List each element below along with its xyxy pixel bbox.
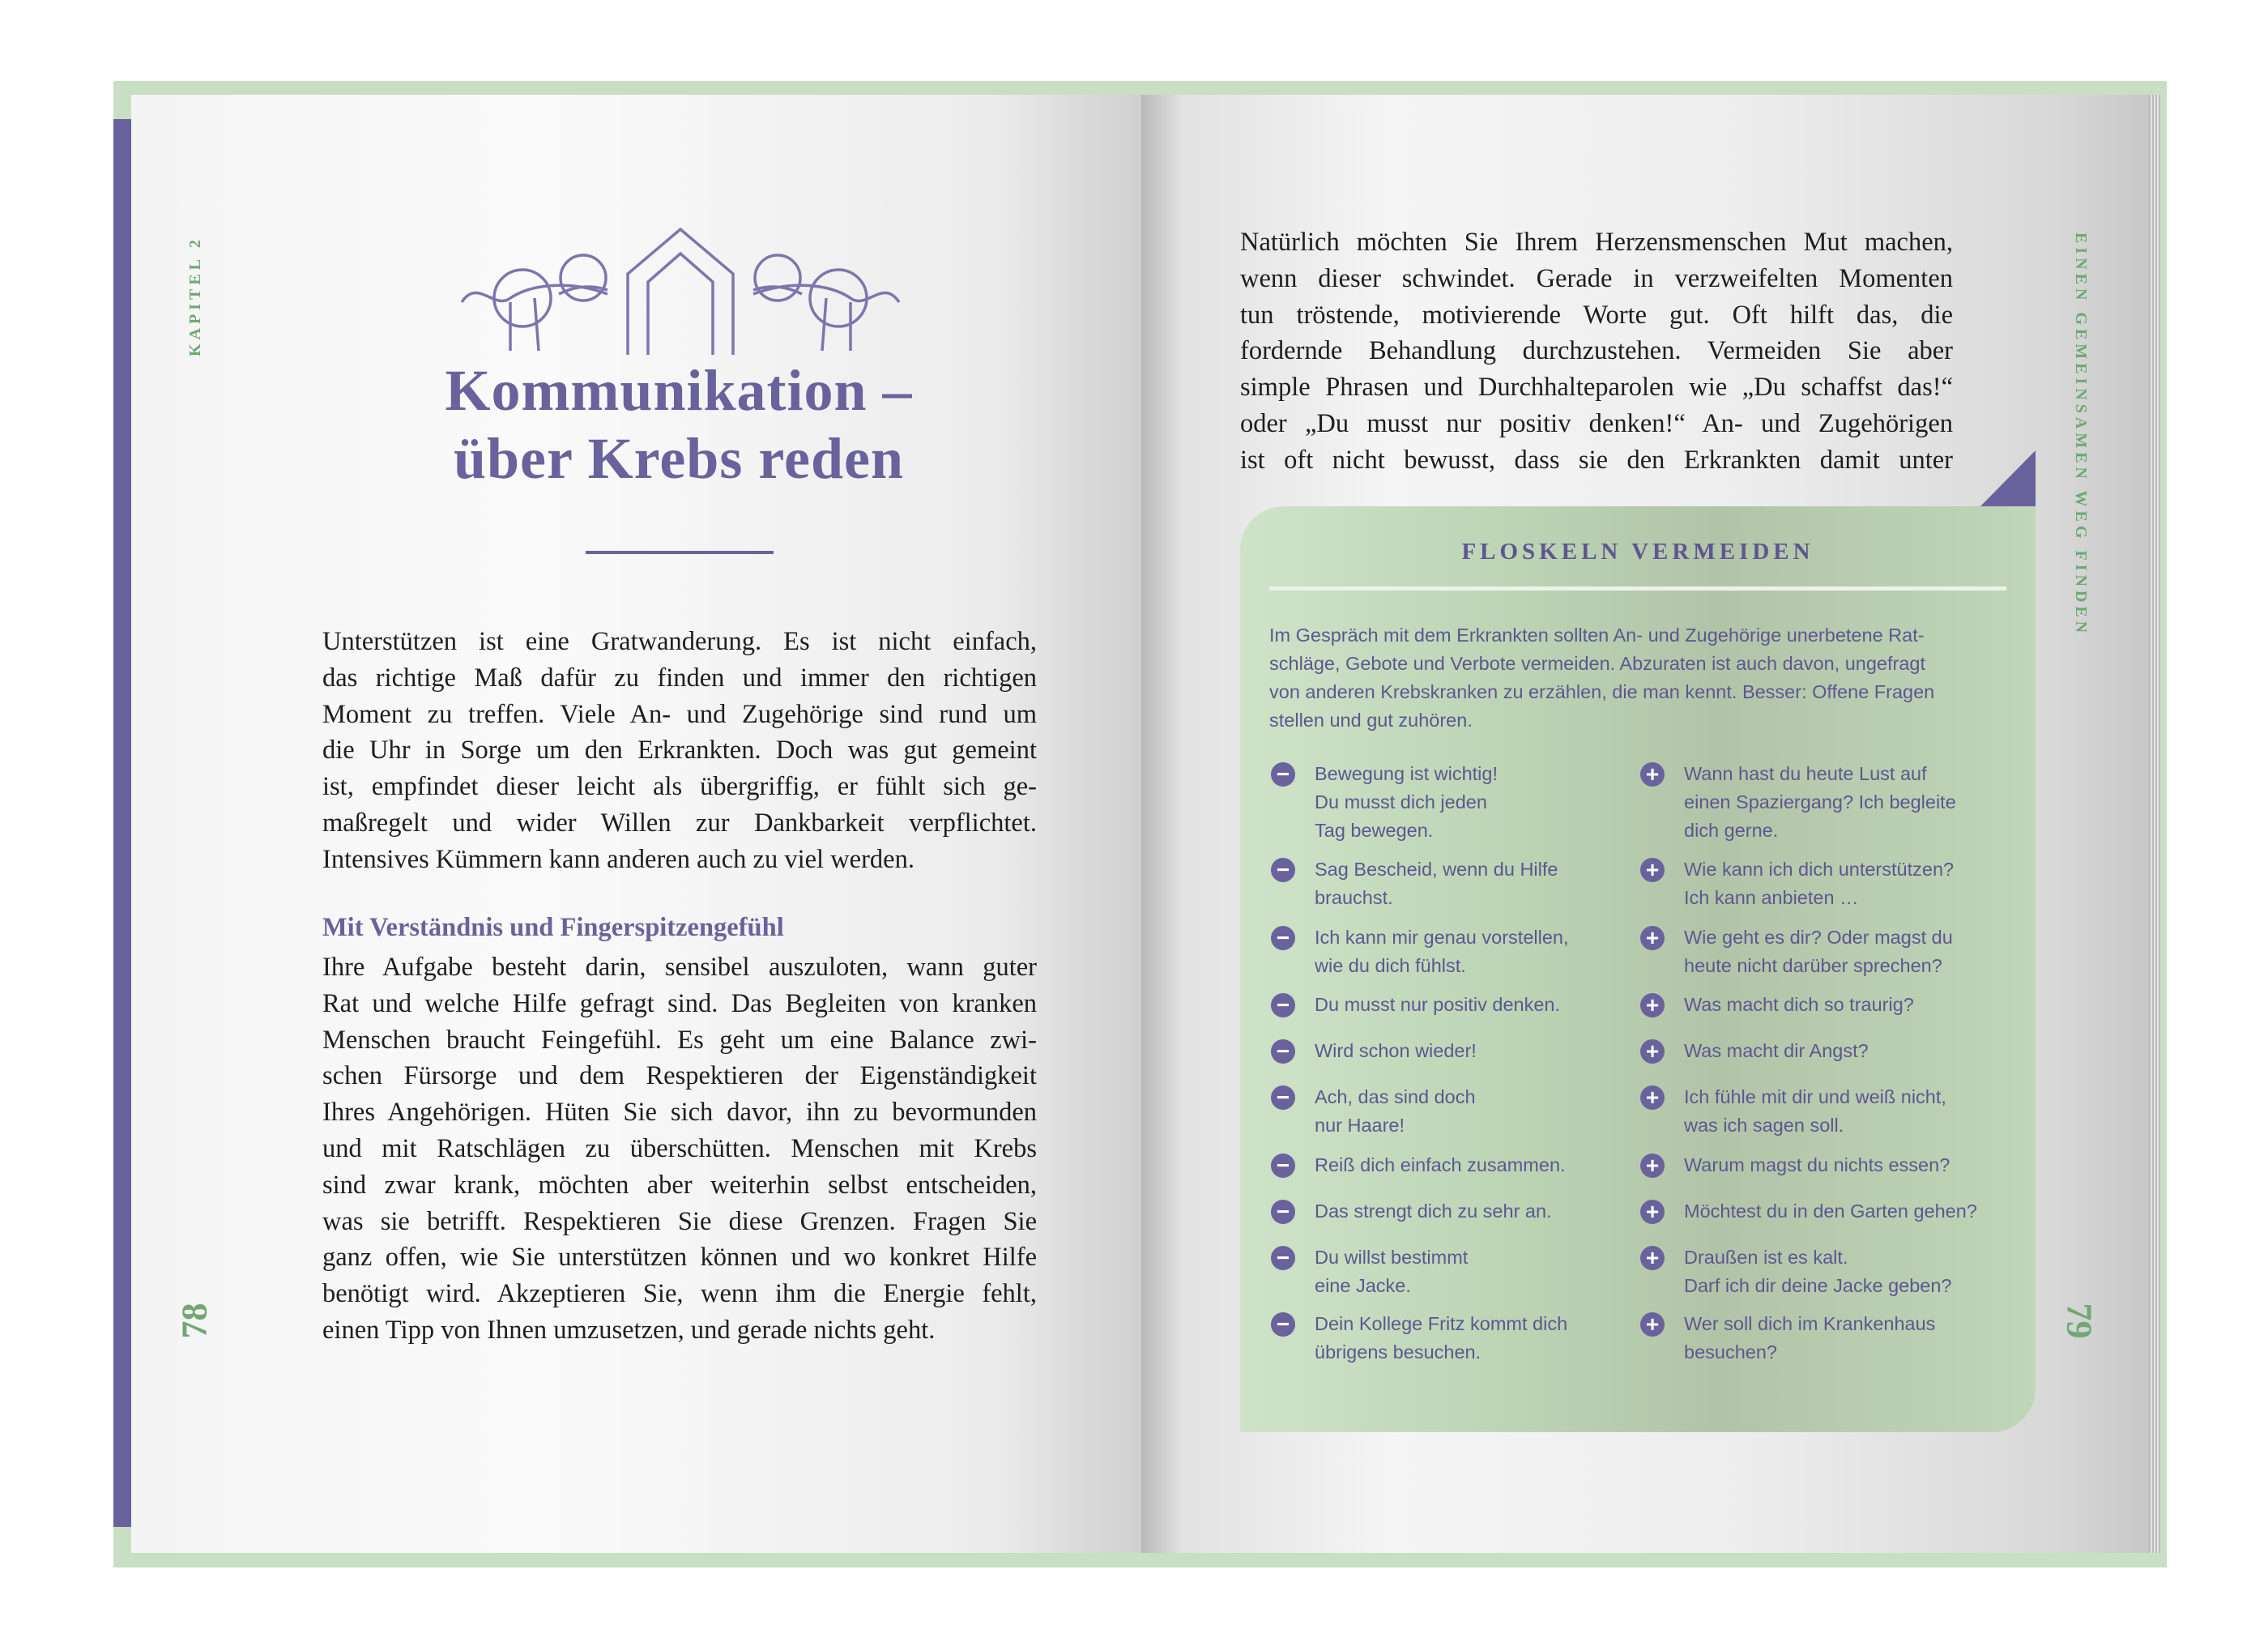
text-line: maßregelt und wider Willen zur Dankbarkeit verpflichtet. — [322, 808, 1037, 838]
phrase-line: Sag Bescheid, wenn du Hilfe — [1315, 859, 1558, 880]
prefer-phrase-item — [1640, 1151, 2013, 1197]
avoid-phrase-item — [1271, 923, 1643, 991]
text-line: oder „Du musst nur positiv denken!“ An- und Zugehörigen — [1240, 408, 1953, 438]
phrase-line: Wann hast du heute Lust auf — [1684, 763, 1927, 784]
avoid-phrases-column — [1271, 760, 1643, 1378]
text-line: was sie betrifft. Respektieren Sie diese Grenzen. Fragen Sie — [322, 1206, 1037, 1236]
page-number-left: 78 — [174, 1303, 215, 1339]
phrase-line: heute nicht darüber sprechen? — [1684, 955, 1942, 976]
text-line: ist, empfindet dieser leicht als übergriffig, er fühlt sich ge- — [322, 772, 1037, 802]
phrase-line: Ach, das sind doch — [1315, 1086, 1476, 1107]
avoid-phrase-item — [1271, 991, 1643, 1037]
text-line: und mit Ratschlägen zu überschütten. Menschen mit Krebs — [322, 1133, 1037, 1163]
plus-circle-icon: + — [1640, 762, 1665, 787]
phrase-line: Warum magst du nichts essen? — [1684, 1154, 1950, 1175]
phrase-line: Wie kann ich dich unterstützen? — [1684, 859, 1955, 880]
minus-circle-icon: − — [1271, 1246, 1295, 1270]
phrase-line: Ich kann mir genau vorstellen, — [1315, 927, 1569, 948]
plus-circle-icon: + — [1640, 1085, 1665, 1110]
text-line: schläge, Gebote und Verbote vermeiden. Abzuraten ist auch davon, ungefragt — [1269, 653, 1925, 674]
phrase-line: Wer soll dich im Krankenhaus — [1684, 1313, 1936, 1334]
text-line: wenn dieser schwindet. Gerade in verzweifelten Momenten — [1240, 263, 1953, 293]
phrase-line: Was macht dir Angst? — [1684, 1040, 1869, 1061]
phrase-line: Dein Kollege Fritz kommt dich — [1315, 1313, 1568, 1334]
prefer-phrase-item — [1640, 1243, 2013, 1310]
tip-box-intro — [1269, 621, 2006, 735]
intro-paragraph — [322, 624, 1037, 878]
text-line: stellen und gut zuhören. — [1269, 710, 1473, 731]
phrase-line: Ich kann anbieten … — [1684, 887, 1859, 908]
text-line: das richtige Maß dafür zu finden und immer den richtigen — [322, 663, 1037, 693]
text-line: von anderen Krebskranken zu erzählen, die man kennt. Besser: Offene Fragen — [1269, 681, 1935, 702]
text-line: simple Phrasen und Durchhalteparolen wie „Du schaffst das!“ — [1240, 373, 1953, 403]
box-corner-tab — [1980, 450, 2036, 506]
text-line: Ihre Aufgabe besteht darin, sensibel auszuloten, wann guter — [322, 953, 1037, 982]
avoid-phrase-item — [1271, 1197, 1643, 1243]
text-line: Menschen braucht Feingefühl. Es geht um eine Balance zwi- — [322, 1025, 1037, 1055]
prefer-phrase-item — [1640, 991, 2013, 1037]
page-number-right: 79 — [2059, 1303, 2100, 1339]
prefer-phrase-item — [1640, 1083, 2013, 1151]
phrase-line: Ich fühle mit dir und weiß nicht, — [1684, 1086, 1946, 1107]
right-paragraph — [1240, 224, 1953, 479]
page-edge — [2149, 95, 2160, 1553]
minus-circle-icon: − — [1271, 993, 1295, 1017]
avoid-phrase-item — [1271, 1083, 1643, 1151]
plus-circle-icon: + — [1640, 1039, 1665, 1064]
minus-circle-icon: − — [1271, 762, 1295, 787]
tip-box-divider — [1269, 586, 2006, 591]
text-line: Ihres Angehörigen. Hüten Sie sich davor, ihn zu bevormunden — [322, 1098, 1037, 1128]
phrase-line: Bewegung ist wichtig! — [1315, 763, 1498, 784]
running-head-right: EINEN GEMEINSAMEN WEG FINDEN — [2072, 232, 2090, 638]
phrase-line: dich gerne. — [1684, 820, 1779, 841]
minus-circle-icon: − — [1271, 926, 1295, 950]
phrase-line: eine Jacke. — [1315, 1275, 1411, 1296]
prefer-phrase-item — [1640, 760, 2013, 855]
tip-box-title: FLOSKELN VERMEIDEN — [1461, 539, 1814, 565]
prefer-phrase-item — [1640, 1037, 2013, 1083]
phrase-line: Reiß dich einfach zusammen. — [1315, 1154, 1566, 1175]
title-divider — [586, 551, 774, 554]
avoid-phrase-item — [1271, 1243, 1643, 1310]
phrase-line: was ich sagen soll. — [1684, 1115, 1844, 1136]
text-line: sind zwar krank, möchten aber weiterhin selbst entscheiden, — [322, 1170, 1037, 1200]
phrase-line: Du musst nur positiv denken. — [1315, 994, 1561, 1015]
phrase-line: Du musst dich jeden — [1315, 791, 1487, 812]
text-line: Natürlich möchten Sie Ihrem Herzensmenschen Mut machen, — [1240, 228, 1953, 257]
section-subheading: Mit Verständnis und Fingerspitzengefühl — [322, 913, 784, 942]
phrase-line: brauchst. — [1315, 887, 1393, 908]
phrase-line: Draußen ist es kalt. — [1684, 1247, 1848, 1268]
text-line: Moment zu treffen. Viele An- und Zugehörige sind rund um — [322, 699, 1037, 729]
prefer-phrase-item — [1640, 1197, 2013, 1243]
prefer-phrase-item — [1640, 855, 2013, 923]
avoid-phrase-item — [1271, 1151, 1643, 1197]
avoid-phrase-item — [1271, 1310, 1643, 1378]
minus-circle-icon: − — [1271, 1085, 1295, 1110]
phrase-line: Du willst bestimmt — [1315, 1247, 1469, 1268]
phrase-line: Wie geht es dir? Oder magst du — [1684, 927, 1953, 948]
minus-circle-icon: − — [1271, 858, 1295, 882]
text-line: Im Gespräch mit dem Erkrankten sollten An- und Zugehörige unerbetene Rat- — [1269, 625, 1925, 646]
phrase-line: Möchtest du in den Garten gehen? — [1684, 1201, 1977, 1222]
phrase-line: nur Haare! — [1315, 1115, 1405, 1136]
chapter-title — [322, 356, 1035, 493]
text-line: ganz offen, wie Sie unterstützen können und wo konkret Hilfe — [322, 1243, 1037, 1273]
prefer-phrase-item — [1640, 1310, 2013, 1378]
tip-box — [1240, 506, 2036, 1432]
phrase-line: Wird schon wieder! — [1315, 1040, 1477, 1061]
phrase-line: Das strengt dich zu sehr an. — [1315, 1201, 1552, 1222]
phrase-line: wie du dich fühlst. — [1315, 955, 1466, 976]
avoid-phrase-item — [1271, 855, 1643, 923]
book-spine — [113, 119, 131, 1527]
text-line: einen Tipp von Ihnen umzusetzen, und gerade nichts geht. — [322, 1315, 936, 1345]
plus-circle-icon: + — [1640, 1312, 1665, 1337]
plus-circle-icon: + — [1640, 1246, 1665, 1270]
section-paragraph — [322, 949, 1037, 1349]
preferred-phrases-column — [1640, 760, 2013, 1378]
text-line: die Uhr in Sorge um den Erkrankten. Doch was gut gemeint — [322, 736, 1037, 766]
text-line: Intensives Kümmern kann anderen auch zu viel werden. — [322, 844, 914, 874]
prefer-phrase-item — [1640, 923, 2013, 991]
text-line: fordernde Behandlung durchzustehen. Vermeiden Sie aber — [1240, 336, 1953, 366]
minus-circle-icon: − — [1271, 1312, 1295, 1337]
text-line: Unterstützen ist eine Gratwanderung. Es ist nicht einfach, — [322, 627, 1037, 656]
phrase-line: Tag bewegen. — [1315, 820, 1434, 841]
text-line: tun tröstende, motivierende Worte gut. Oft hilft das, die — [1240, 300, 1953, 330]
minus-circle-icon: − — [1271, 1039, 1295, 1064]
minus-circle-icon: − — [1271, 1154, 1295, 1178]
title-line-2: über Krebs reden — [453, 426, 905, 491]
plus-circle-icon: + — [1640, 1200, 1665, 1224]
text-line: benötigt wird. Akzeptieren Sie, wenn ihm die Energie fehlt, — [322, 1279, 1037, 1309]
plus-circle-icon: + — [1640, 858, 1665, 882]
plus-circle-icon: + — [1640, 1154, 1665, 1178]
text-line: ist oft nicht bewusst, dass sie den Erkrankten damit unter — [1240, 445, 1953, 475]
avoid-phrase-item — [1271, 1037, 1643, 1083]
phrase-line: übrigens besuchen. — [1315, 1341, 1481, 1363]
phrase-line: Was macht dich so traurig? — [1684, 994, 1914, 1015]
text-line: Rat und welche Hilfe gefragt sind. Das Begleiten von kranken — [322, 988, 1037, 1018]
phrase-line: Darf ich dir deine Jacke geben? — [1684, 1275, 1952, 1296]
avoid-phrase-item — [1271, 760, 1643, 855]
minus-circle-icon: − — [1271, 1200, 1295, 1224]
house-ornament-icon — [454, 225, 907, 355]
running-head-left: KAPITEL 2 — [186, 236, 204, 356]
title-line-1: Kommunikation – — [445, 358, 913, 423]
phrase-line: einen Spaziergang? Ich begleite — [1684, 791, 1956, 812]
phrase-line: besuchen? — [1684, 1341, 1777, 1363]
plus-circle-icon: + — [1640, 926, 1665, 950]
plus-circle-icon: + — [1640, 993, 1665, 1017]
text-line: schen Fürsorge und dem Respektieren der Eigenständigkeit — [322, 1061, 1037, 1091]
